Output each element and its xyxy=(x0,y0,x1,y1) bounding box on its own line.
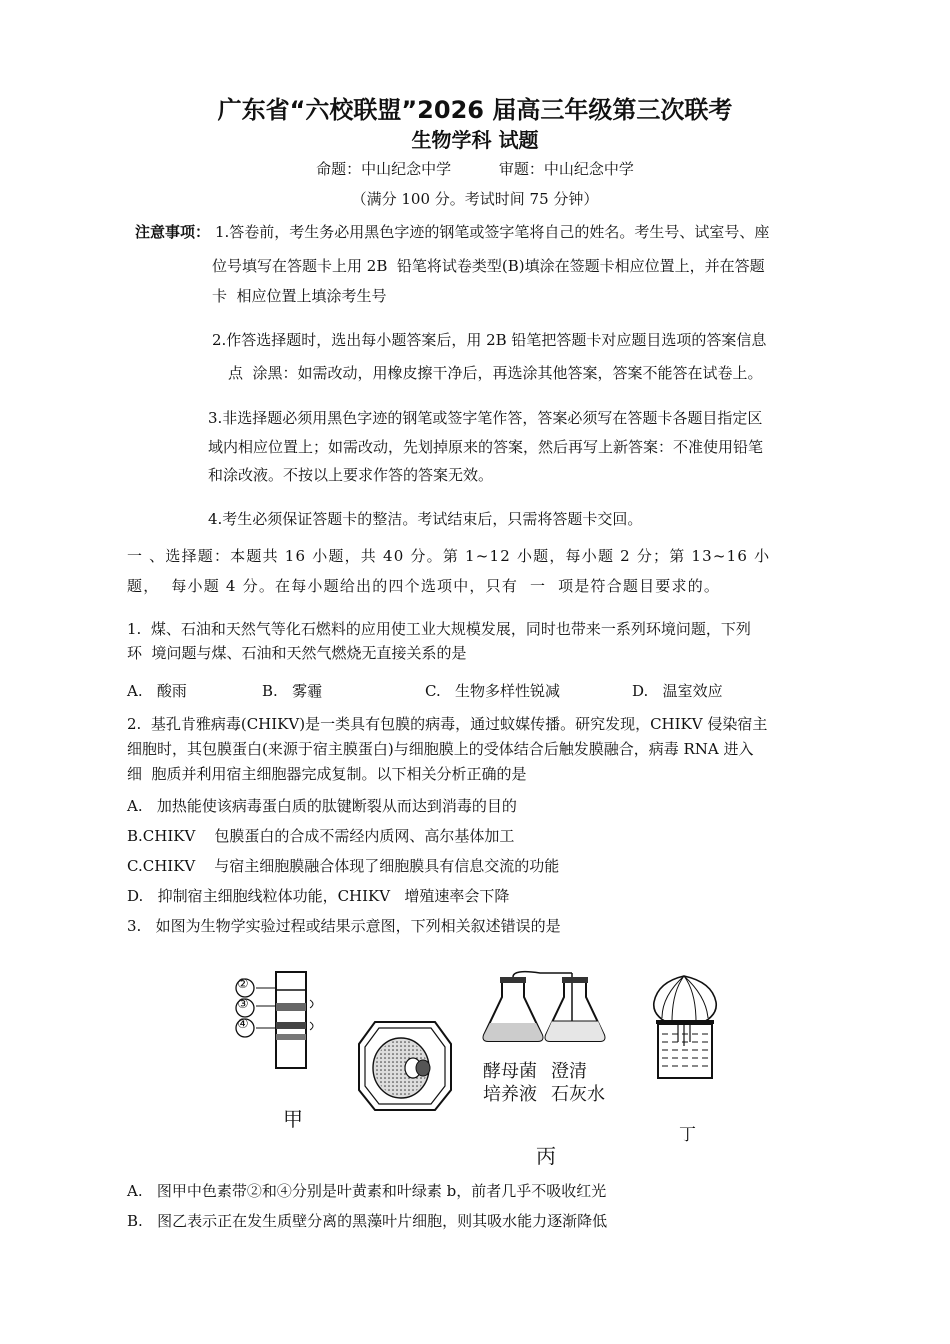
band-label-2: ② xyxy=(237,977,249,992)
q3-option-a: A. 图甲中色素带②和④分别是叶黄素和叶绿素 b，前者几乎不吸收红光 xyxy=(127,1182,607,1200)
flask2-label-line2: 石灰水 xyxy=(551,1084,605,1105)
q2-option-d: D. 抑制宿主细胞线粒体功能，CHIKV 增殖速率会下降 xyxy=(127,887,510,905)
notice-item3-line2: 域内相应位置上；如需改动，先划掉原来的答案，然后再写上新答案：不准使用铅笔 xyxy=(208,438,764,456)
band-label-3: ③ xyxy=(237,997,249,1012)
q3-option-b: B. 图乙表示正在发生质壁分离的黑藻叶片细胞，则其吸水能力逐渐降低 xyxy=(127,1212,608,1230)
q1-option-a: A. 酸雨 xyxy=(127,682,187,700)
section1-line1: 一 、选择题：本题共 16 小题，共 40 分。第 1~12 小题，每小题 2 分；第 13~16 小 xyxy=(127,547,771,565)
q3-stem: 3. 如图为生物学实验过程或结果示意图，下列相关叙述错误的是 xyxy=(127,917,561,935)
q2-option-a: A. 加热能使该病毒蛋白质的肽键断裂从而达到消毒的目的 xyxy=(127,797,517,815)
q2-option-c: C.CHIKV 与宿主细胞膜融合体现了细胞膜具有信息交流的功能 xyxy=(127,857,560,875)
q1-option-b: B. 雾霾 xyxy=(262,682,323,700)
flask1-label-line1: 酵母菌 xyxy=(483,1061,537,1082)
q2-stem-line1: 2. 基孔肯雅病毒(CHIKV)是一类具有包膜的病毒，通过蚊媒传播。研究发现，CHIKV 侵染宿主 xyxy=(127,715,768,733)
label-bing: 丙 xyxy=(536,1144,556,1168)
band-label-4: ④ xyxy=(237,1017,249,1032)
notice-item3-line1: 3.非选择题必须用黑色字迹的钢笔或签字笔作答，答案必须写在答题卡各题目指定区 xyxy=(208,409,763,427)
exam-title: 广东省“六校联盟”2026 届高三年级第三次联考 xyxy=(217,96,733,124)
notice-item3-line3: 和涂改液。不按以上要求作答的答案无效。 xyxy=(208,466,494,484)
q2-stem-line3: 细 胞质并利用宿主细胞器完成复制。以下相关分析正确的是 xyxy=(127,765,527,783)
notice-label: 注意事项： xyxy=(135,223,211,241)
score-time-line: （满分 100 分。考试时间 75 分钟） xyxy=(351,190,599,208)
notice-item2-line1: 2.作答选择题时，选出每小题答案后，用 2B 铅笔把答题卡对应题目选项的答案信息 xyxy=(212,331,767,349)
author-line: 命题：中山纪念中学 审题：中山纪念中学 xyxy=(316,160,634,178)
figure-ding-onion-beaker xyxy=(648,972,723,1080)
figure-yi-plant-cell xyxy=(355,1020,455,1112)
notice-item1-line3: 卡 相应位置上填涂考生号 xyxy=(212,287,387,305)
section1-line2: 题， 每小题 4 分。在每小题给出的四个选项中，只有 一 项是符合题目要求的。 xyxy=(127,577,721,595)
notice-item4: 4.考生必须保证答题卡的整洁。考试结束后，只需将答题卡交回。 xyxy=(208,510,643,528)
flask1-label-line2: 培养液 xyxy=(483,1084,537,1105)
q1-option-c: C. 生物多样性锐减 xyxy=(425,682,561,700)
notice-item2-line2: 点 涂黑：如需改动，用橡皮擦干净后，再选涂其他答案，答案不能答在试卷上。 xyxy=(228,364,763,382)
q2-option-b: B.CHIKV 包膜蛋白的合成不需经内质网、高尔基体加工 xyxy=(127,827,515,845)
flask2-label-line1: 澄清 xyxy=(551,1061,587,1082)
label-jia: 甲 xyxy=(283,1107,303,1131)
q2-stem-line2: 细胞时，其包膜蛋白(来源于宿主膜蛋白)与细胞膜上的受体结合后触发膜融合，病毒 RNA 进入 xyxy=(127,740,754,758)
q1-stem-line1: 1. 煤、石油和天然气等化石燃料的应用使工业大规模发展，同时也带来一系列环境问题，下列 xyxy=(127,620,751,638)
label-ding: 丁 xyxy=(679,1125,696,1145)
figure-bing-flasks xyxy=(480,975,620,1050)
q1-option-d: D. 温室效应 xyxy=(632,682,723,700)
notice-item1-line2: 位号填写在答题卡上用 2B 铅笔将试卷类型(B)填涂在签题卡相应位置上，并在答题 xyxy=(212,257,765,275)
notice-item1-line1: 1.答卷前，考生务必用黑色字迹的钢笔或签字笔将自己的姓名。考生号、试室号、座 xyxy=(215,223,770,241)
exam-subtitle: 生物学科 试题 xyxy=(411,128,539,152)
q1-stem-line2: 环 境问题与煤、石油和天然气燃烧无直接关系的是 xyxy=(127,644,467,662)
